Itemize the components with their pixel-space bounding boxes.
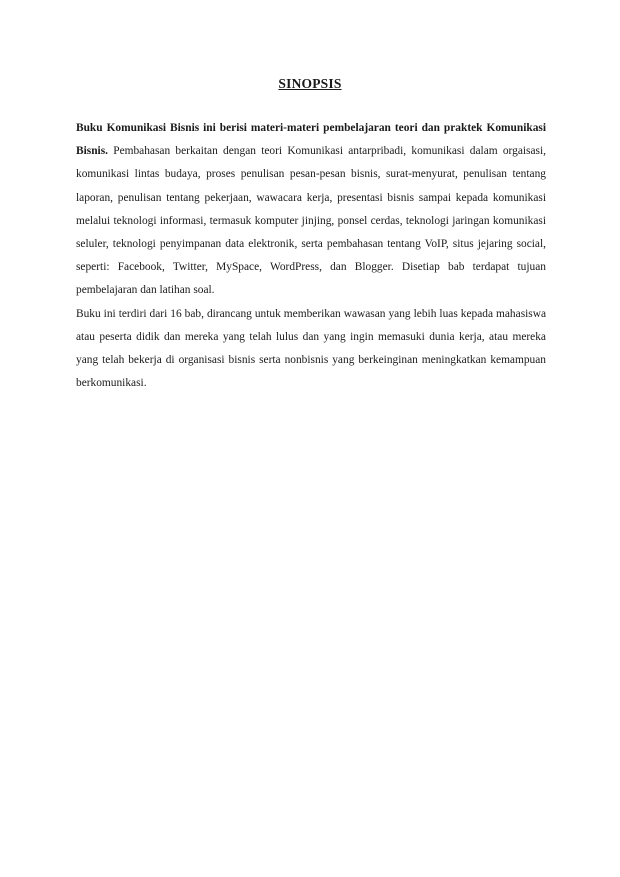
synopsis-lead-sentence: Buku Komunikasi Bisnis ini berisi materi-materi pembelajaran teori dan praktek Komunikasi Bisnis. (76, 122, 546, 158)
page-title: SINOPSIS (278, 76, 342, 91)
synopsis-body (76, 117, 546, 395)
synopsis-paragraph-1 (76, 117, 546, 303)
synopsis-paragraph-2: Buku ini terdiri dari 16 bab, dirancang untuk memberikan wawasan yang lebih luas kepada mahasiswa atau peserta didik dan mereka yang telah lulus dan yang ingin memasuki dunia kerja, atau mereka yang telah bekerja di organisasi bisnis serta nonbisnis yang berkeinginan meningkatkan kemampuan berkomunikasi. (76, 307, 546, 390)
synopsis-paragraph-1-text: Pembahasan berkaitan dengan teori Komunikasi antarpribadi, komunikasi dalam orgaisasi, komunikasi lintas budaya, proses penulisan pesan-pesan bisnis, surat-menyurat, penulisan tentang laporan, penulisan tentang pekerjaan, wawacara kerja, presentasi bisnis sampai kepada komunikasi melalui teknologi informasi, termasuk komputer jinjing, ponsel cerdas, teknologi jaringan komunikasi seluler, teknologi penyimpanan data elektronik, serta pembahasan tentang VoIP, situs jejaring social, seperti: Facebook, Twitter, MySpace, WordPress, dan Blogger. Disetiap bab terdapat tujuan pembelajaran dan latihan soal. (76, 145, 546, 297)
